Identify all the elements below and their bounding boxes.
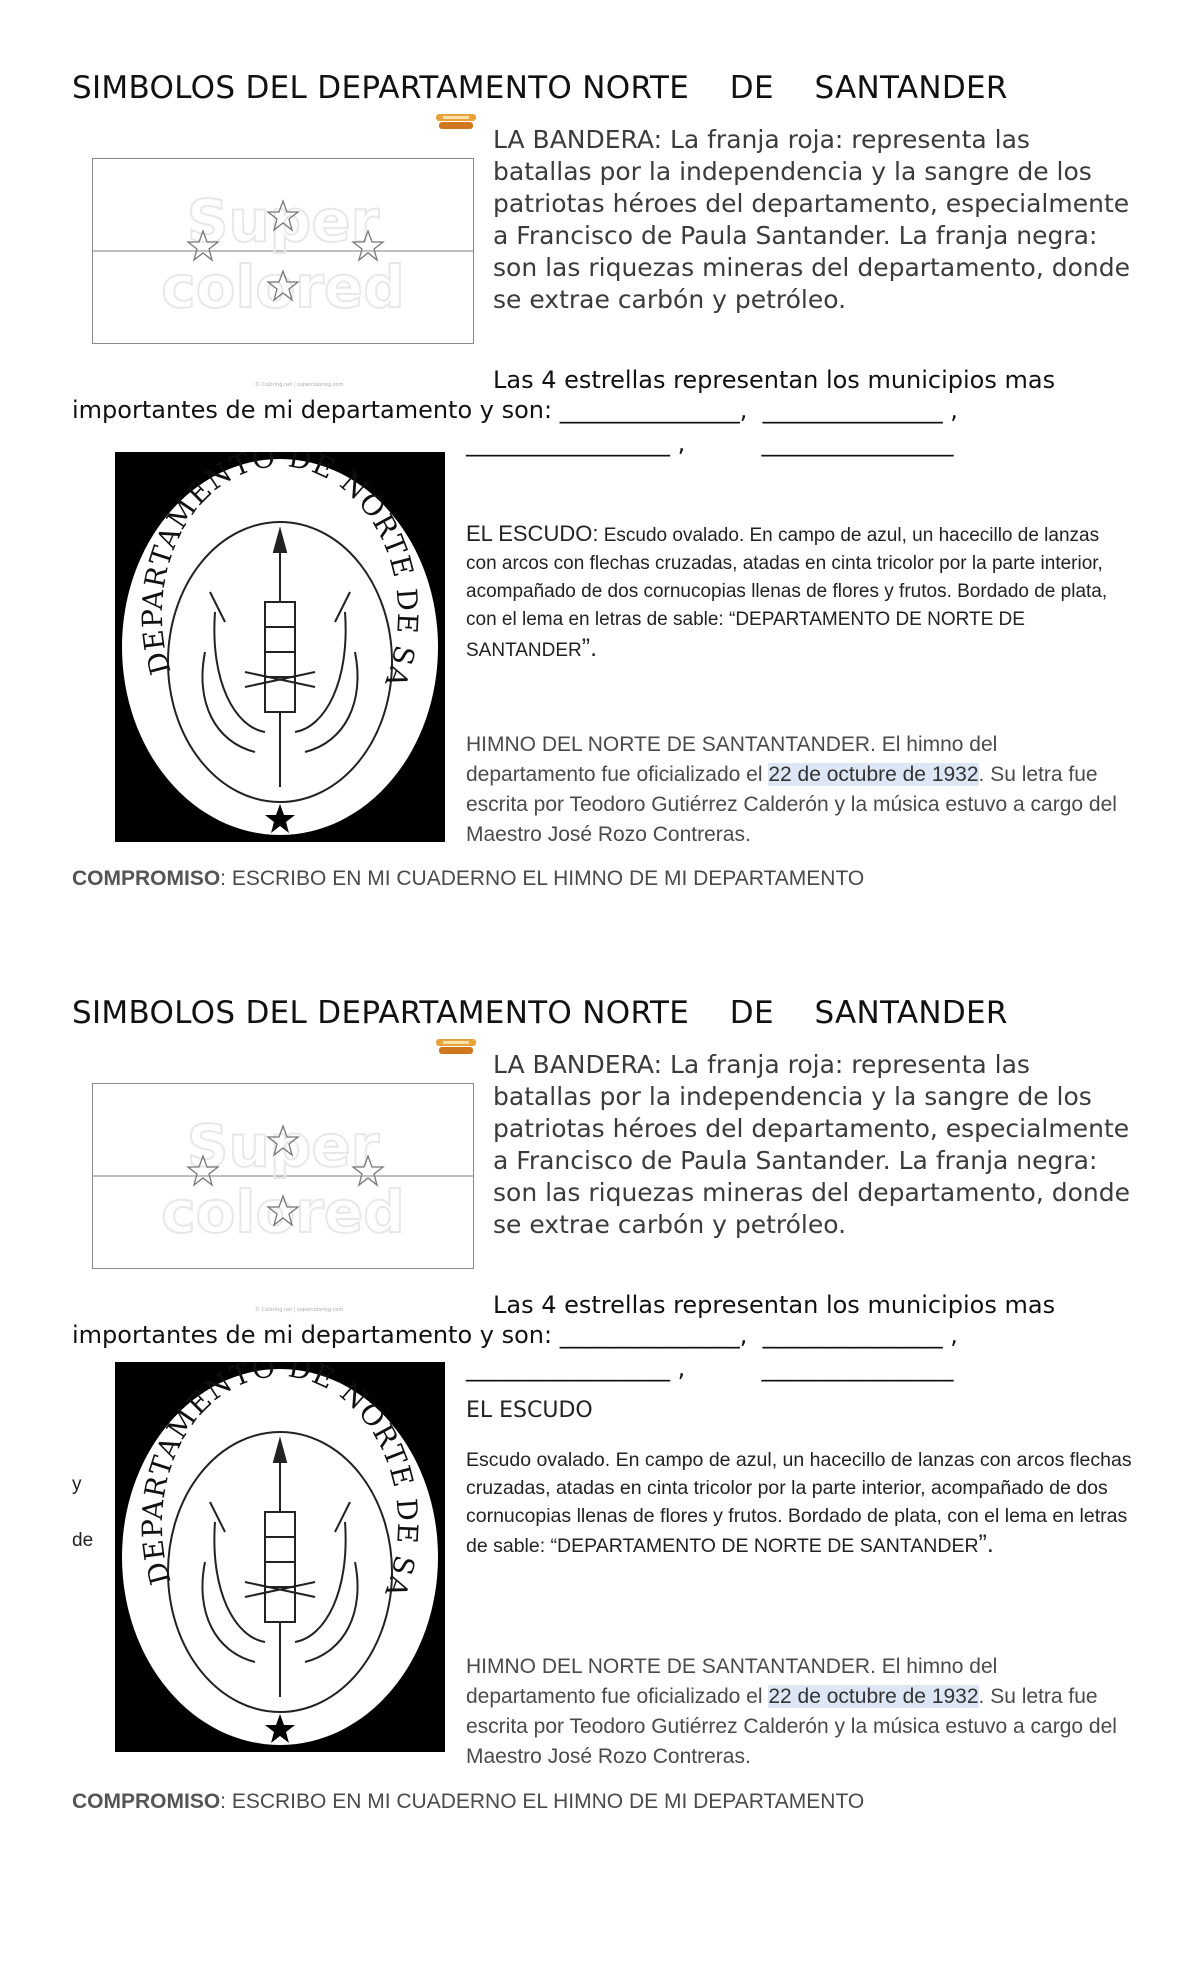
escudo-quote-close: ”. (978, 1530, 994, 1558)
himno-text-b: . Su letra fue escrita por Teodoro Gutiérrez Calderón y la música estuvo a cargo del Maestro José Rozo Contreras. (466, 1685, 1117, 1768)
escudo-body: Escudo ovalado. En campo de azul, un hacecillo de lanzas con arcos flechas cruzadas, atadas en cinta tricolor por la parte interior, acompañado de dos cornucopias llenas de flores y frutos. Bordado de plata, con el lema en letras de sable: “DEPARTAMENTO DE NORTE DE SANTANDER (466, 1449, 1132, 1557)
answer-blanks: _________________ , ________________ (466, 1354, 954, 1382)
flag-outline-image (92, 1083, 474, 1269)
bandera-paragraph: LA BANDERA: La franja roja: representa las batallas por la independencia y la sangre de los patriotas héroes del departamento, especialmente a Francisco de Paula Santander. La franja negra: son las riquezas mineras del departamento, donde se extrae carbón y petróleo. (493, 125, 1130, 314)
flag-drawing (93, 159, 473, 343)
himno-title: HIMNO DEL NORTE DE SANTANTANDER. (466, 1655, 876, 1678)
stray-word-y: y (72, 1474, 82, 1495)
shield-drawing (115, 1362, 445, 1752)
watermark-colored: colored (161, 253, 405, 321)
estrellas-line-1: Las 4 estrellas representan los municipios mas (493, 366, 1056, 394)
flag-caption: © Coloring.net | supercoloring.com (255, 1307, 344, 1313)
supercoloring-logo-icon (435, 112, 477, 132)
supercoloring-logo-icon (435, 1037, 477, 1057)
shield-motto: DEPARTAMENTO DE NORTE DE SA (135, 1362, 425, 1603)
escudo-lead: EL ESCUDO: (466, 521, 599, 546)
escudo-quote: “DEPARTAMENTO DE NORTE DE SANTANDER (466, 609, 1025, 661)
compromiso-text: : ESCRIBO EN MI CUADERNO EL HIMNO DE MI DEPARTAMENTO (220, 1790, 865, 1813)
himno-paragraph (466, 730, 1126, 850)
shield-drawing (115, 452, 445, 842)
compromiso-line (72, 867, 864, 891)
shield-motto: DEPARTAMENTO DE NORTE DE SA (135, 452, 425, 693)
watermark-super: Super (186, 187, 380, 255)
himno-date-highlight: 22 de octubre de 1932 (768, 763, 979, 786)
page-title: SIMBOLOS DEL DEPARTAMENTO NORTE DE SANTANDER (72, 995, 1008, 1031)
estrellas-line-1: Las 4 estrellas representan los municipios mas (493, 1291, 1056, 1319)
himno-title: HIMNO DEL NORTE DE SANTANTANDER. (466, 733, 876, 756)
escudo-heading: EL ESCUDO (466, 1398, 593, 1423)
compromiso-text: : ESCRIBO EN MI CUADERNO EL HIMNO DE MI DEPARTAMENTO (220, 867, 865, 890)
stray-word-de: de (72, 1530, 94, 1551)
compromiso-label: COMPROMISO (72, 1790, 221, 1813)
escudo-quote-close: ”. (581, 634, 598, 662)
himno-date-highlight: 22 de octubre de 1932 (768, 1685, 979, 1708)
himno-paragraph (466, 1652, 1126, 1772)
flag-drawing (93, 1084, 473, 1268)
escudo-paragraph (466, 520, 1126, 665)
estrellas-line-2: importantes de mi departamento y son: _______________, _______________ , (72, 396, 958, 424)
coat-of-arms-image (115, 452, 445, 842)
watermark-super: Super (186, 1112, 380, 1180)
compromiso-line (72, 1790, 864, 1814)
flag-outline-image (92, 158, 474, 344)
himno-text-a: El himno del departamento fue oficializado el (466, 733, 998, 786)
himno-text-a: El himno del departamento fue oficializado el (466, 1655, 998, 1708)
worksheet-1 (0, 0, 1200, 940)
page-title: SIMBOLOS DEL DEPARTAMENTO NORTE DE SANTANDER (72, 70, 1008, 106)
answer-blanks: _________________ , ________________ (466, 429, 954, 457)
bandera-paragraph: LA BANDERA: La franja roja: representa las batallas por la independencia y la sangre de los patriotas héroes del departamento, especialmente a Francisco de Paula Santander. La franja negra: son las riquezas mineras del departamento, donde se extrae carbón y petróleo. (493, 1050, 1130, 1239)
himno-text-b: . Su letra fue escrita por Teodoro Gutiérrez Calderón y la música estuvo a cargo del Maestro José Rozo Contreras. (466, 763, 1117, 846)
escudo-paragraph (466, 1446, 1136, 1560)
flag-caption: © Coloring.net | supercoloring.com (255, 382, 344, 388)
compromiso-label: COMPROMISO (72, 867, 221, 890)
escudo-body: Escudo ovalado. En campo de azul, un hacecillo de lanzas con arcos con flechas cruzadas, atadas en cinta tricolor por la parte interior, acompañado de dos cornucopias llenas de flores y frutos. Bordado de plata, con el lema en letras de sable: (466, 525, 1108, 630)
watermark-colored: colored (161, 1178, 405, 1246)
coat-of-arms-image (115, 1362, 445, 1752)
estrellas-line-2: importantes de mi departamento y son: _______________, _______________ , (72, 1321, 958, 1349)
